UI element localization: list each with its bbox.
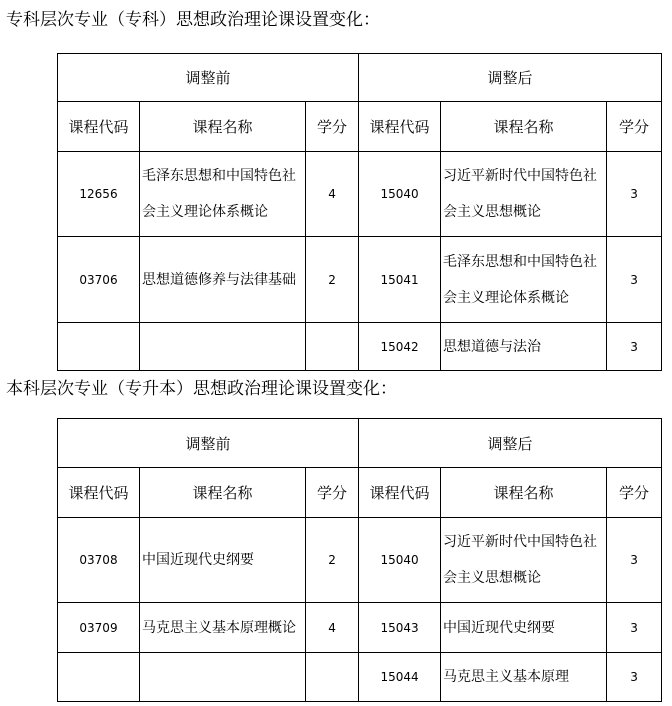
before-credit: 4 — [306, 152, 359, 237]
after-credit: 3 — [607, 603, 662, 653]
before-credit — [306, 323, 359, 371]
col-code-after: 课程代码 — [359, 468, 441, 518]
before-credit: 2 — [306, 237, 359, 323]
after-header: 调整后 — [359, 419, 662, 468]
table-row — [58, 152, 662, 237]
before-name: 思想道德修养与法律基础 — [140, 237, 306, 323]
before-name: 中国近现代史纲要 — [140, 518, 306, 603]
after-code: 15044 — [359, 653, 441, 702]
before-name: 马克思主义基本原理概论 — [140, 603, 306, 653]
col-name-after: 课程名称 — [441, 468, 607, 518]
after-code: 15041 — [359, 237, 441, 323]
section-heading-associate: 专科层次专业（专科）思想政治理论课设置变化： — [6, 10, 380, 30]
after-header: 调整后 — [359, 54, 662, 102]
table-row — [58, 653, 662, 702]
before-code: 12656 — [58, 152, 140, 237]
after-credit: 3 — [607, 152, 662, 237]
after-credit: 3 — [607, 518, 662, 603]
after-code: 15040 — [359, 152, 441, 237]
before-name: 毛泽东思想和中国特色社会主义理论体系概论 — [140, 152, 306, 237]
col-credit-after: 学分 — [607, 102, 662, 152]
col-name-before: 课程名称 — [140, 468, 306, 518]
before-credit: 2 — [306, 518, 359, 603]
table-row — [58, 518, 662, 603]
after-name: 马克思主义基本原理 — [441, 653, 607, 702]
after-code: 15043 — [359, 603, 441, 653]
table-row — [58, 323, 662, 371]
table-row — [58, 603, 662, 653]
after-code: 15042 — [359, 323, 441, 371]
table-row — [58, 237, 662, 323]
course-change-table-bachelor — [57, 418, 662, 702]
col-code-before: 课程代码 — [58, 102, 140, 152]
after-name: 习近平新时代中国特色社会主义思想概论 — [441, 152, 607, 237]
before-credit: 4 — [306, 603, 359, 653]
after-code: 15040 — [359, 518, 441, 603]
before-code — [58, 323, 140, 371]
after-name: 毛泽东思想和中国特色社会主义理论体系概论 — [441, 237, 607, 323]
before-header: 调整前 — [58, 419, 359, 468]
after-name: 习近平新时代中国特色社会主义思想概论 — [441, 518, 607, 603]
before-code — [58, 653, 140, 702]
before-header: 调整前 — [58, 54, 359, 102]
before-name — [140, 653, 306, 702]
col-name-before: 课程名称 — [140, 102, 306, 152]
col-code-after: 课程代码 — [359, 102, 441, 152]
section-heading-bachelor: 本科层次专业（专升本）思想政治理论课设置变化： — [6, 379, 397, 399]
before-credit — [306, 653, 359, 702]
col-credit-after: 学分 — [607, 468, 662, 518]
before-name — [140, 323, 306, 371]
col-credit-before: 学分 — [306, 468, 359, 518]
course-change-table-associate — [57, 53, 662, 371]
before-code: 03708 — [58, 518, 140, 603]
before-code: 03706 — [58, 237, 140, 323]
after-name: 中国近现代史纲要 — [441, 603, 607, 653]
col-name-after: 课程名称 — [441, 102, 607, 152]
after-credit: 3 — [607, 323, 662, 371]
col-credit-before: 学分 — [306, 102, 359, 152]
after-credit: 3 — [607, 653, 662, 702]
col-code-before: 课程代码 — [58, 468, 140, 518]
after-credit: 3 — [607, 237, 662, 323]
before-code: 03709 — [58, 603, 140, 653]
after-name: 思想道德与法治 — [441, 323, 607, 371]
